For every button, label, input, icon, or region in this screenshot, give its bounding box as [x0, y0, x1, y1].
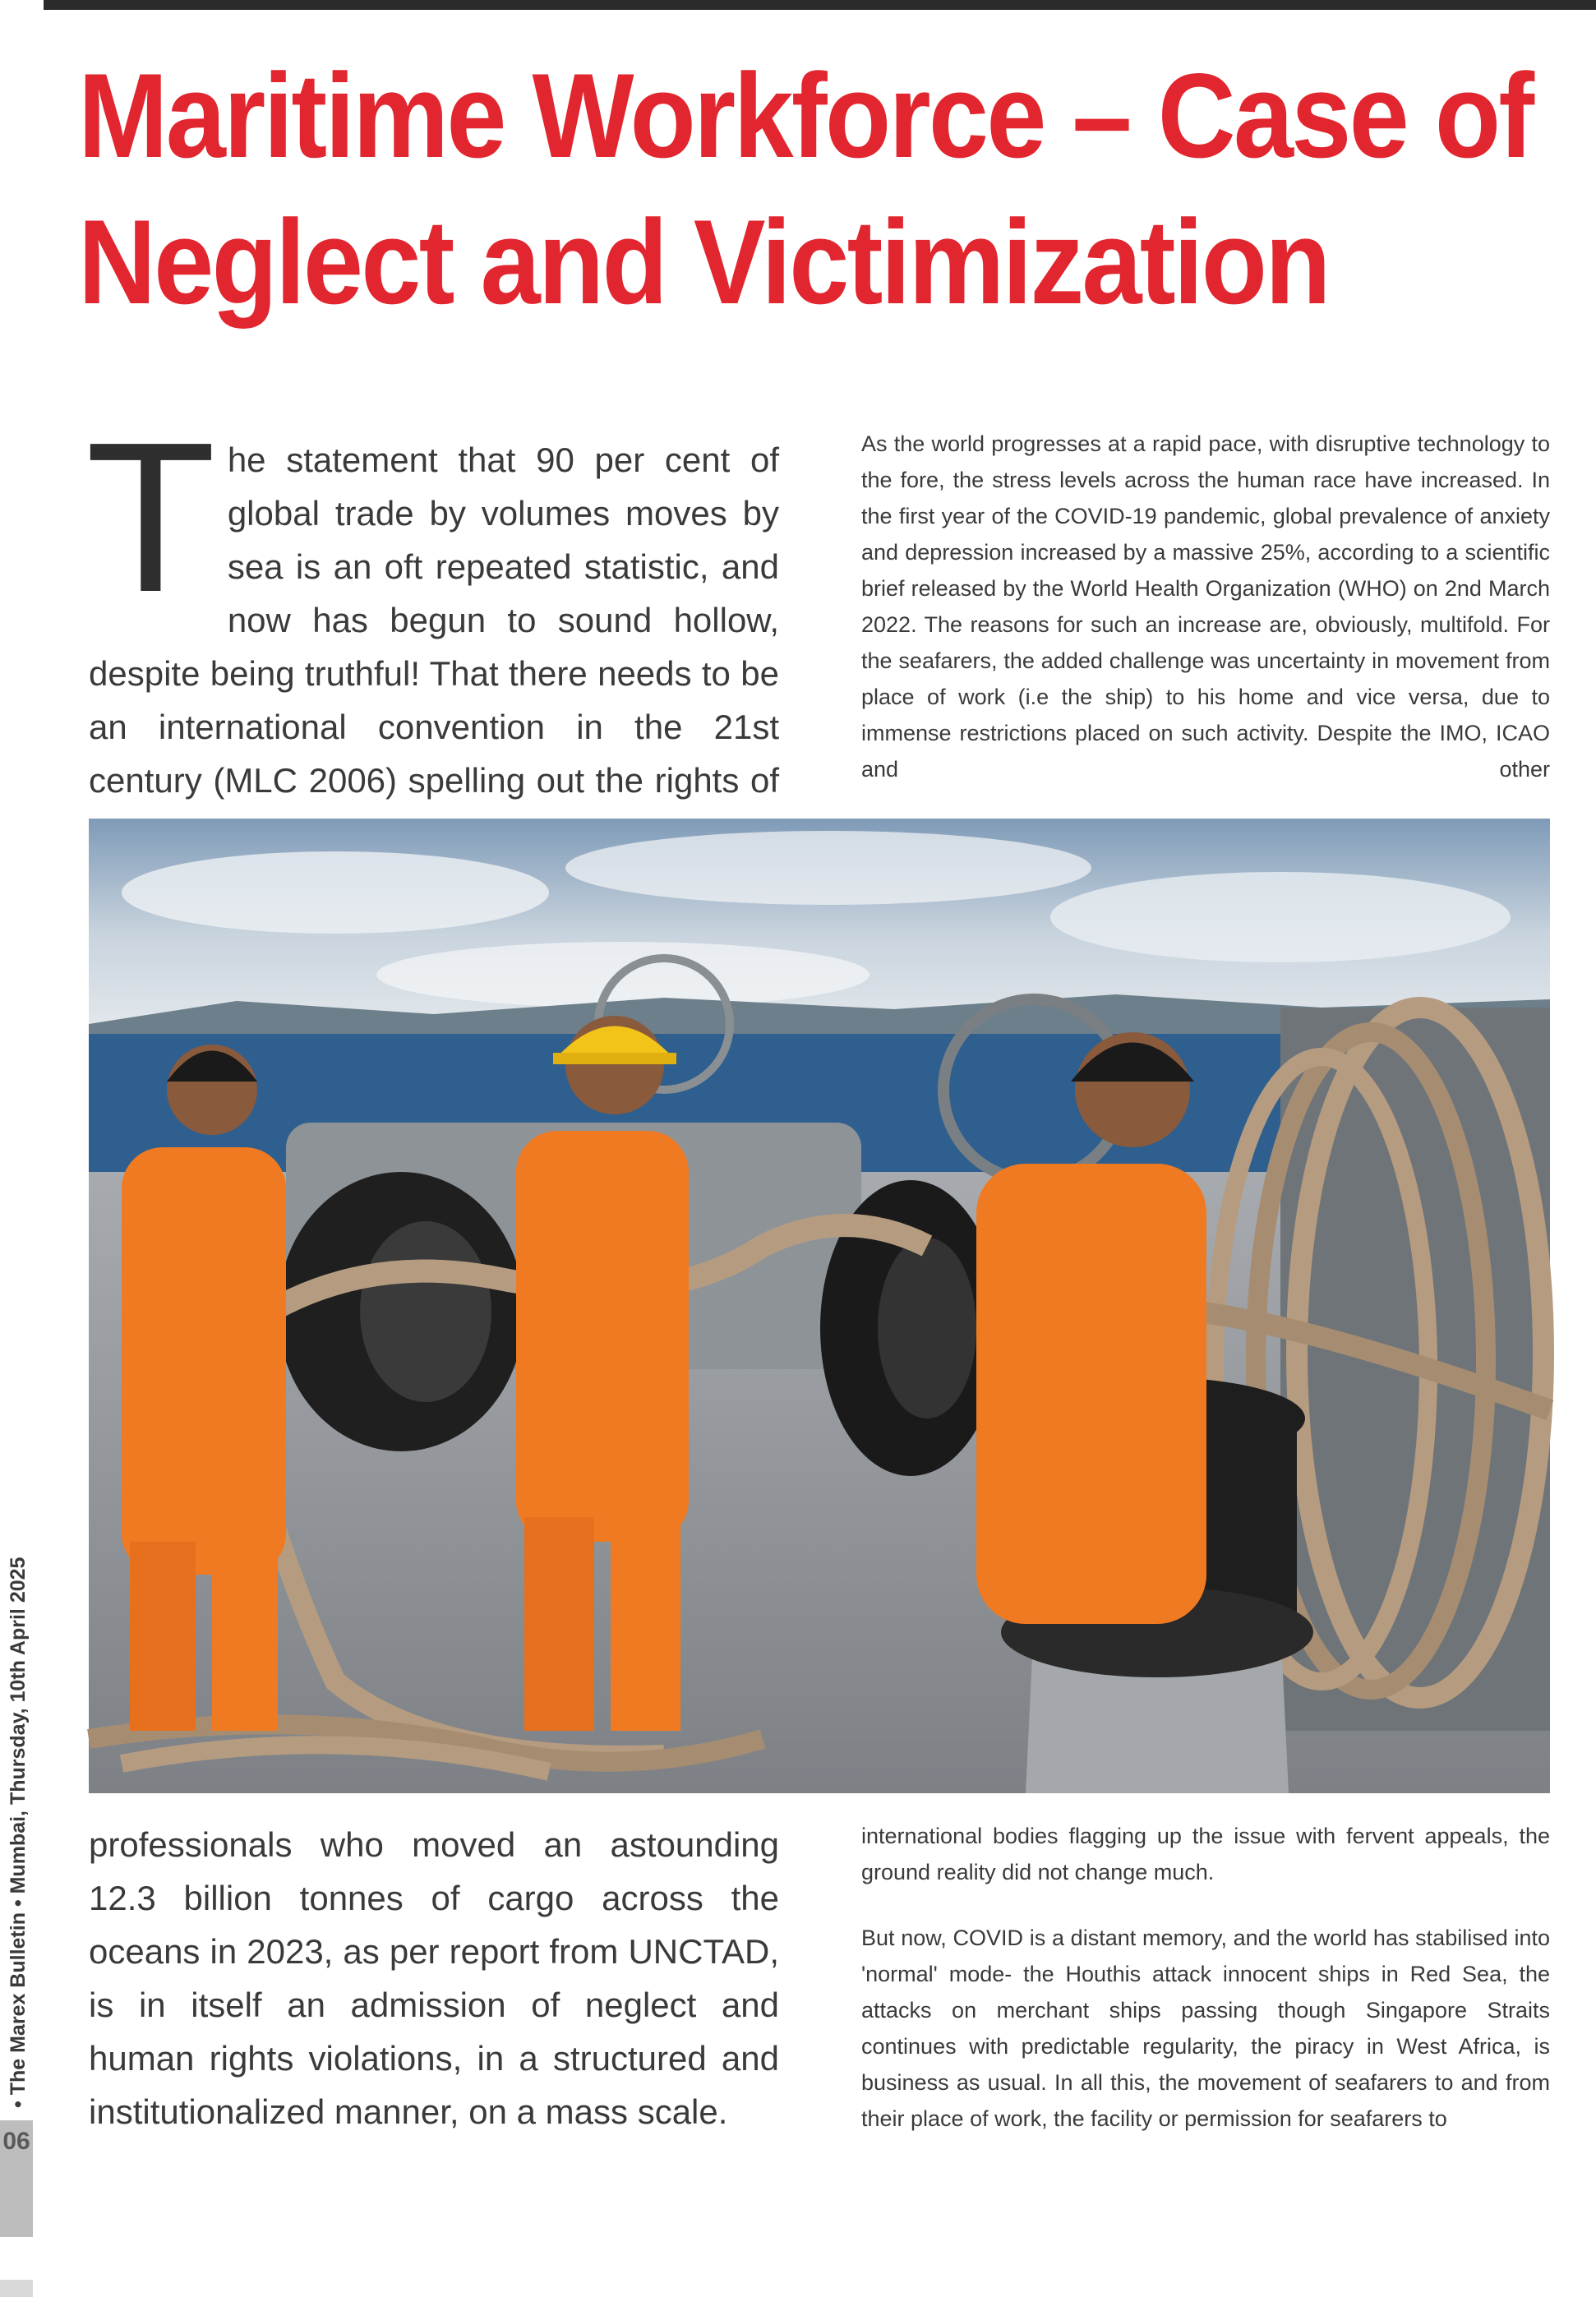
headline-line-2: Neglect and Victimization: [78, 195, 1329, 329]
lead-text-top: he statement that 90 per cent of global trade by volumes moves by sea is an oft repeated statistic, and now has begun to sound hollow, despite being truthful! That there needs to be an international convention in the 21st century (MLC 2006) spelling out the rights of: [89, 440, 779, 800]
lead-paragraph-top: [85, 399, 779, 811]
body-paragraph-next: But now, COVID is a distant memory, and the world has stabilised into 'normal' mode- the Houthis attack innocent ships in Red Sea, the attacks on merchant ships passing though Singapore Straits continues with predictable regularity, the piracy in West Africa, is business as usual. In all this, the movement of seafarers to and from their place of work, the facility or permission for seafarers to: [861, 1926, 1550, 2131]
body-column-bottom: [861, 1818, 1550, 2166]
lead-text-bottom: professionals who moved an astounding 12.3 billion tonnes of cargo across the oceans in 2023, as per report from UNCTAD, is in itself an admission of neglect and human rights violations, in a structured and institutionalized manner, on a mass scale.: [89, 1825, 779, 2131]
lead-paragraph-bottom: [89, 1818, 779, 2138]
running-head: • The Marex Bulletin • Mumbai, Thursday, 10th April 2025: [7, 1557, 30, 2108]
top-rule: [44, 0, 1596, 10]
article-photo: [89, 819, 1550, 1793]
page-tab-foot: [0, 2280, 33, 2297]
body-paragraph-continued: international bodies flagging up the issue with fervent appeals, the ground reality did not change much.: [861, 1824, 1550, 1884]
article-headline: [78, 43, 1533, 335]
page-number: 06: [2, 2128, 30, 2155]
drop-cap: T: [85, 399, 216, 637]
body-column-top: [861, 426, 1550, 787]
body-text-top: As the world progresses at a rapid pace, with disruptive technology to the fore, the stress levels across the human race have increased. In the first year of the COVID-19 pandemic, global prevalence of anxiety and depression increased by a massive 25%, according to a scientific brief released by the World Health Organization (WHO) on 2nd March 2022. The reasons for such an increase are, obviously, multifold. For the seafarers, the added challenge was uncertainty in movement from place of work (i.e the ship) to his home and vice versa, due to immense restrictions placed on such activity. Despite the IMO, ICAO and other: [861, 431, 1550, 782]
headline-line-1: Maritime Workforce – Case of: [78, 48, 1533, 182]
seafarers-handling-mooring-ropes-icon: [89, 819, 1550, 1793]
